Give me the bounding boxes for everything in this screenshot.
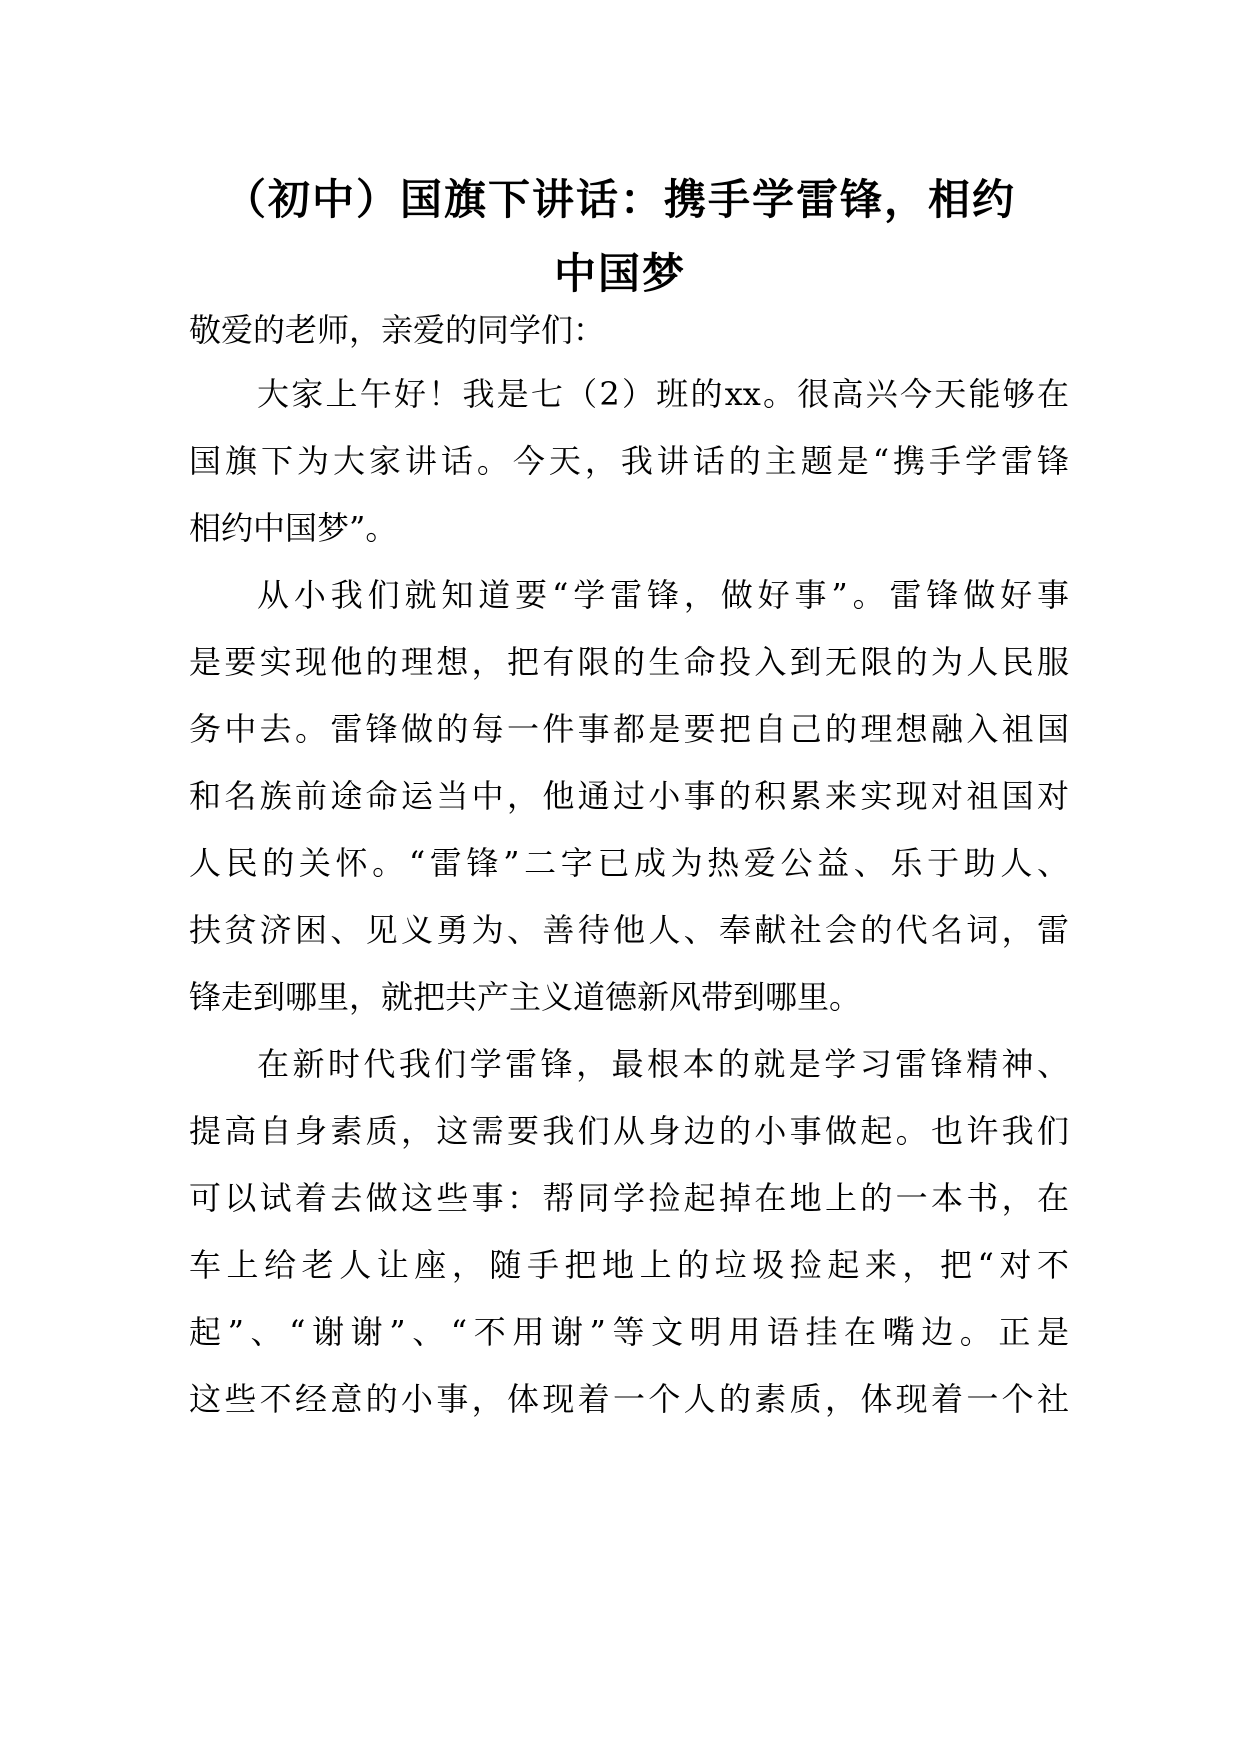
- body-line: 大家上午好！我是七（2）班的xx。很高兴今天能够在: [257, 375, 1069, 413]
- body-line: 从小我们就知道要“学雷锋，做好事”。雷锋做好事: [257, 576, 1069, 614]
- body-line: 人民的关怀。“雷锋”二字已成为热爱公益、乐于助人、: [189, 844, 1069, 882]
- body-line: 是要实现他的理想，把有限的生命投入到无限的为人民服: [189, 643, 1069, 681]
- body-line: 这些不经意的小事，体现着一个人的素质，体现着一个社: [189, 1380, 1069, 1418]
- body-line: 务中去。雷锋做的每一件事都是要把自己的理想融入祖国: [189, 710, 1069, 748]
- salutation: 敬爱的老师，亲爱的同学们：: [189, 311, 606, 349]
- body-line: 国旗下为大家讲话。今天，我讲话的主题是“携手学雷锋: [189, 442, 1069, 480]
- body-line: 提高自身素质，这需要我们从身边的小事做起。也许我们: [189, 1112, 1069, 1150]
- body-line: 锋走到哪里，就把共产主义道德新风带到哪里。: [189, 978, 862, 1016]
- body-line: 相约中国梦”。: [189, 509, 398, 547]
- body-line: 和名族前途命运当中，他通过小事的积累来实现对祖国对: [189, 777, 1069, 815]
- body-line: 在新时代我们学雷锋，最根本的就是学习雷锋精神、: [257, 1045, 1069, 1083]
- document-title-line-2: 中国梦: [553, 249, 686, 298]
- document-title-line-1: （初中）国旗下讲话：携手学雷锋，相约: [223, 175, 1016, 224]
- body-line: 扶贫济困、见义勇为、善待他人、奉献社会的代名词，雷: [189, 911, 1069, 949]
- body-line: 车上给老人让座，随手把地上的垃圾捡起来，把“对不: [189, 1246, 1069, 1284]
- body-line: 可以试着去做这些事：帮同学捡起掉在地上的一本书，在: [189, 1179, 1069, 1217]
- body-line: 起”、“谢谢”、“不用谢”等文明用语挂在嘴边。正是: [189, 1313, 1069, 1351]
